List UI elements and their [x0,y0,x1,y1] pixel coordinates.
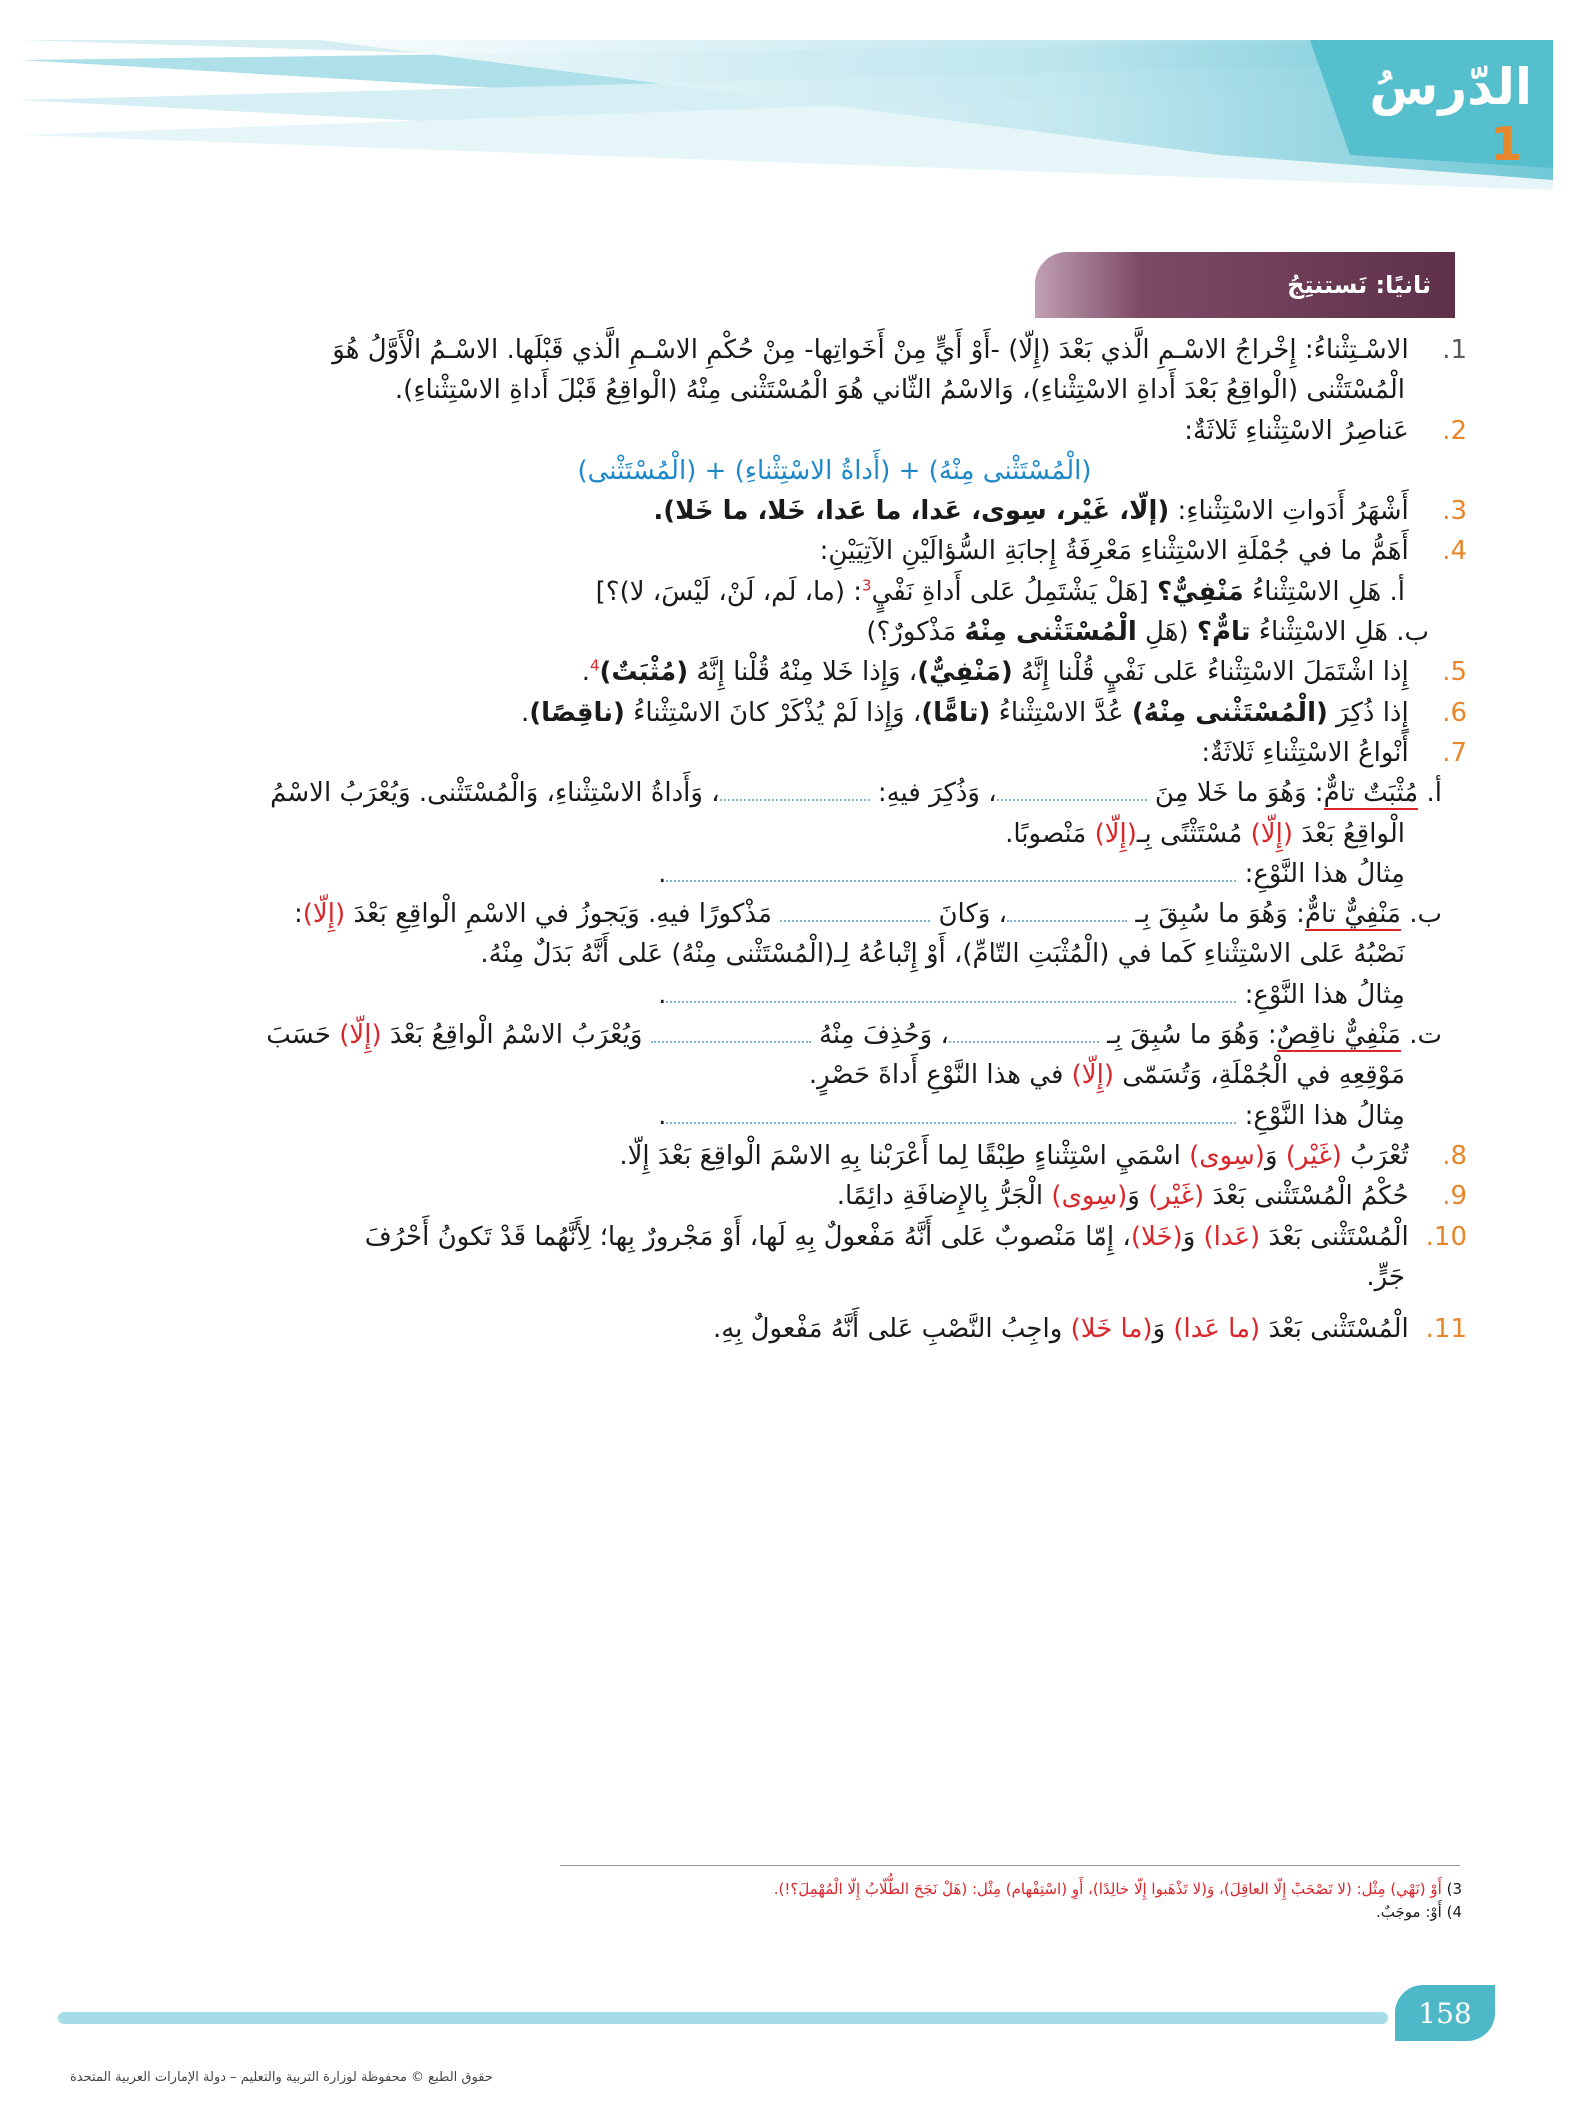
red-text: (ما خَلا) [1070,1314,1153,1345]
text: عُدَّ الاسْتِثْناءُ [998,697,1124,728]
bold-text: الْمُسْتَثْنى مِنْهُ [964,617,1137,648]
tools-list: (إلّا، غَيْر، سِوى، عَدا، ما عَدا، خَلا، ما خَلا). [653,496,1170,527]
bold-text: (تامًّا) [921,697,991,728]
item-2 [112,411,1467,451]
text: : وَهُوَ ما خَلا مِنَ [1154,778,1324,809]
type-name: مَنْفِيٌّ ناقِصٌ [1276,1020,1401,1051]
item-7-c-example: مِثالُ هذا النَّوْعِ: . [658,1100,1405,1131]
item-text: أَنْواعُ الاسْتِثْناءِ ثَلاثَةٌ: [1201,737,1409,768]
item-1-line-1 [112,330,1467,370]
item-text: الاسْـتِثْناءُ: إِخْراجُ الاسْـمِ الَّذي بَعْدَ (إِلّا) -أَوْ أَيٍّ مِنْ أَخَواتِها- مِنْ حُكْمِ الاسْـمِ الَّذي قَبْلَها. الاسْـمُ الْأَوَّلُ هُوَ [332,335,1409,365]
text: ، إِمّا مَنْصوبٌ عَلى أَنَّهُ مَفْعولٌ بِهِ لَها، أَوْ مَجْرورٌ بِها؛ لِأَنَّهُما قَدْ تَكونُ أَحْرُفَ [364,1221,1131,1252]
section-title: ثانيًا: نَستنتِجُ [1035,252,1455,318]
item-4-a [112,572,1467,612]
lesson-word: الدّرسُ [1369,58,1532,116]
item-number: 10. [1425,1221,1467,1252]
red-text: (سِوى) [1189,1140,1265,1171]
copyright: حقوق الطبع © محفوظة لوزارة التربية والتعليم – دولة الإمارات العربية المتحدة [70,2070,493,2085]
item-7-c-line-1 [112,1015,1467,1055]
text: مَوْقِعِهِ في الْجُمْلَةِ، وَتُسَمّى [1122,1060,1405,1091]
bold-text: (مُثْبَتٌ) [599,657,689,688]
item-4-b [112,612,1467,652]
text: الْمُسْتَثْنى بَعْدَ [1268,1221,1409,1252]
text: إِذا اشْتَمَلَ الاسْتِثْناءُ عَلى نَفْيٍ قُلْنا إِنَّهُ [1020,657,1409,688]
text: وَيُعْرَبُ الاسْمُ الْواقِعُ بَعْدَ [389,1020,643,1051]
example-answer-field[interactable] [666,1106,1236,1124]
bold-text: تامٌّ؟ [1196,617,1251,648]
item-7-b-line-1 [112,894,1467,934]
red-text: (سِوى) [1051,1181,1128,1212]
item-7 [112,733,1467,773]
sub-label: أ. [1426,778,1442,809]
text: حُكْمُ الْمُسْتَثْنى بَعْدَ [1212,1181,1409,1212]
page-number: 158 [1395,1985,1495,2041]
item-number: 6. [1442,697,1467,728]
item-3 [112,491,1467,531]
red-text: (إِلّا) [302,899,346,930]
text: إِذا ذُكِرَ [1336,697,1409,728]
red-text: (خَلا) [1130,1221,1183,1252]
text: مُسْتَثْنًى بِـ [1136,818,1243,849]
text: . [520,697,530,728]
content [112,330,1467,1349]
sub-label: ب. [1409,899,1442,930]
text: الْمُسْتَثْنى بَعْدَ [1268,1314,1409,1345]
text: وَ [1152,1314,1166,1345]
item-9 [112,1176,1467,1216]
red-text: (غَيْر) [1148,1181,1205,1212]
footnote-number: 4) [1446,1902,1462,1921]
text: ، وَإِذا خَلا مِنْهُ قُلْنا إِنَّهُ [696,657,918,688]
item-8 [112,1136,1467,1176]
text: ، وَأَداةُ الاسْتِثْناءِ، وَالْمُسْتَثْنى. وَيُعْرَبُ الاسْمُ [270,778,720,809]
text: مَذْكورًا فيهِ. وَيَجوزُ في الاسْمِ الْواقِعِ بَعْدَ [353,899,772,930]
text: ، وَحُذِفَ مِنْهُ [818,1020,949,1051]
lesson-title [1352,56,1532,170]
item-number: 1. [1442,335,1467,365]
sub-label: ب. [1396,617,1429,648]
text: . [581,657,590,688]
footnote-text: أَوْ: موجَبٌ. [1376,1902,1442,1921]
footnote-ref: 4 [589,656,600,675]
item-1-line-2: الْمُسْتَثْنى (الْواقِعُ بَعْدَ أَداةِ الاسْتِثْناءِ)، وَالاسْمُ الثّاني هُوَ الْمُسْتَثْنى مِنْهُ (الْواقِعُ قَبْلَ أَداةِ الاسْتِثْناءِ). [394,375,1405,406]
text: : وَهُوَ ما سُبِقَ بِـ [1135,899,1305,930]
item-10-line-2: جَرٍّ. [1366,1261,1405,1292]
item-6 [112,693,1467,733]
text: [هَلْ يَشْتَمِلُ عَلى أَداةِ نَفْيٍ [871,576,1149,607]
footnotes [122,1878,1462,1923]
item-text: عَناصِرُ الاسْتِثْناءِ ثَلاثَةٌ: [1184,415,1409,446]
item-text: أَشْهَرُ أَدَواتِ الاسْتِثْناءِ: [1177,496,1409,527]
red-text: (عَدا) [1203,1221,1261,1252]
sub-label: أ. [1389,576,1405,607]
bold-text: مَنْفِيٌّ؟ [1156,576,1244,607]
item-10-line-1 [112,1217,1467,1257]
bold-text: (الْمُسْتَثْنى مِنْهُ) [1131,697,1328,728]
type-name: مَنْفِيٌّ تامٌّ [1304,899,1401,930]
lesson-number: 1 [1489,117,1522,171]
text: مَنْصوبًا. [1005,818,1087,849]
text: حَسَبَ [266,1020,331,1051]
bold-text: (ناقِصًا) [529,697,625,728]
blank-field[interactable] [1007,904,1127,922]
text: : (ما، لَم، لَنْ، لَيْسَ، لا)؟] [595,576,863,607]
footnote-text: أَوْ (نَهْي) مِثْل: (لا تَصْحَبْ إِلّا العاقِلَ)، وَ(لا تَذْهَبوا إِلّا خالِدًا)، أَوِ (اسْتِفْهام) مِثْل: (هَلْ نَجَحَ الطُّلّابُ إِلّا الْمُهْمِلَ؟!). [773,1880,1442,1898]
footnote-ref: 3 [862,576,872,595]
item-number: 11. [1425,1314,1467,1345]
header-banner [20,40,1553,190]
text: هَلِ الاسْتِثْناءُ [1258,617,1388,648]
item-number: 2. [1442,415,1467,446]
item-number: 4. [1442,536,1467,567]
text: ، وَإِذا لَمْ يُذْكَرْ كانَ الاسْتِثْناءُ [633,697,922,728]
item-7-b-example: مِثالُ هذا النَّوْعِ: . [658,979,1405,1010]
item-7-a-line-1 [112,773,1467,813]
type-name: مُثْبَتٌ تامٌّ [1323,778,1419,809]
bottom-bar [58,2012,1388,2024]
item-5 [112,652,1467,692]
text: هَلِ الاسْتِثْناءُ [1252,576,1382,607]
blank-field[interactable] [651,1025,811,1043]
red-text: (إِلّا) [339,1020,382,1051]
footnote-number: 3) [1446,1880,1462,1898]
text: (هَلِ [1145,617,1189,648]
item-7-c-line-2 [112,1055,1467,1095]
text: ، وَذُكِرَ فيهِ: [877,778,997,809]
text: وَ [1264,1140,1278,1171]
item-number: 9. [1442,1181,1467,1212]
text: : وَهُوَ ما سُبِقَ بِـ [1107,1020,1277,1051]
example-label: مِثالُ هذا النَّوْعِ: [1244,1100,1405,1131]
text: في هذا النَّوْعِ أَداةَ حَصْرٍ. [808,1060,1064,1091]
example-label: مِثالُ هذا النَّوْعِ: [1244,858,1405,889]
footnote-divider [560,1865,1460,1866]
example-answer-field[interactable] [666,864,1236,882]
text: تُعْرَبُ [1350,1140,1409,1171]
red-text: (غَيْر) [1285,1140,1342,1171]
footnote-3 [122,1878,1462,1901]
item-number: 5. [1442,657,1467,688]
item-number: 8. [1442,1140,1467,1171]
formula: (الْمُسْتَثْنى مِنْهُ) + (أَداةُ الاسْتِثْناءِ) + (الْمُسْتَثْنى) [577,455,1092,486]
text: الْواقِعُ بَعْدَ [1301,818,1405,849]
text: وَ [1182,1221,1196,1252]
blank-field[interactable] [997,783,1147,801]
sub-label: ت. [1409,1020,1442,1051]
footnote-4 [122,1901,1462,1924]
text: ، وَكانَ [938,899,1008,930]
text: مَذْكورٌ؟) [866,617,957,648]
red-text: (إِلّا) [1071,1060,1114,1091]
item-7-a-example: مِثالُ هذا النَّوْعِ: . [658,858,1405,889]
text: اسْمَيِ اسْتِثْناءٍ طِبْقًا لِما أَعْرَبْنا بِهِ الاسْمَ الْواقِعَ بَعْدَ إِلّا. [619,1140,1181,1171]
red-text: (إِلّا) [1094,818,1137,849]
item-11 [112,1309,1467,1349]
text: الْجَرُّ بِالإِضافَةِ دائِمًا. [836,1181,1044,1212]
blank-field[interactable] [949,1025,1099,1043]
item-number: 3. [1442,496,1467,527]
item-number: 7. [1442,737,1467,768]
blank-field[interactable] [780,904,930,922]
red-text: (ما عَدا) [1173,1314,1261,1345]
text: : [294,899,303,930]
item-7-b-line-2: نَصْبُهُ عَلى الاسْتِثْناءِ كَما في (الْمُثْبَتِ التّامِّ)، أَوْ إِتْباعُهُ لِـ(الْمُسْتَثْنى مِنْهُ) عَلى أَنَّهُ بَدَلٌ مِنْهُ. [480,939,1405,970]
red-text: (إِلّا) [1250,818,1293,849]
item-7-a-line-2 [112,814,1467,854]
text: واجِبُ النَّصْبِ عَلى أَنَّهُ مَفْعولٌ بِهِ. [712,1314,1063,1345]
item-4 [112,531,1467,571]
example-label: مِثالُ هذا النَّوْعِ: [1244,979,1405,1010]
example-answer-field[interactable] [666,985,1236,1003]
text: وَ [1127,1181,1140,1212]
blank-field[interactable] [720,783,870,801]
item-text: أَهَمُّ ما في جُمْلَةِ الاسْتِثْناءِ مَعْرِفَةُ إِجابَةِ السُّؤالَيْنِ الآتِيَيْنِ: [819,536,1409,567]
bold-text: (مَنْفِيٌّ) [917,657,1013,688]
